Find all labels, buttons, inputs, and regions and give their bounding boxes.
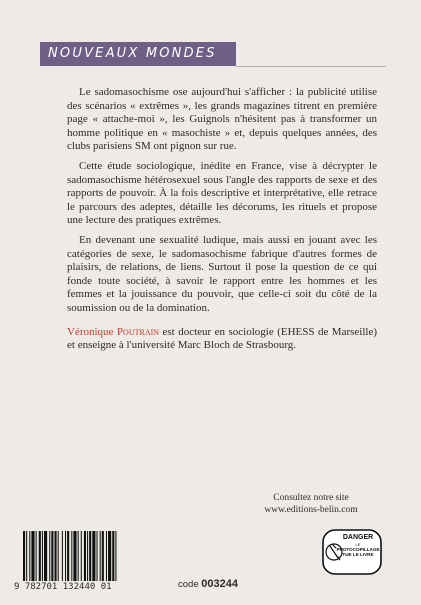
barcode-bar: [71, 531, 72, 581]
barcode-icon: [21, 531, 161, 583]
author-first-name: Véronique: [67, 325, 114, 338]
barcode-bar: [44, 531, 47, 581]
blurb: [67, 86, 377, 359]
blurb-paragraph-3: En devenant une sexualité ludique, mais aussi en jouant avec les catégories de sexe, le sadomasochisme fabrique d'autres formes de plaisirs, de relations, de liens. Surtout il pose la question de ce qui fonde toute société, à savoir le rapport entre les hommes et les femmes et la jouissance du pouvoir, que celle-ci soit du côté de la soumission ou de la domination.: [67, 233, 377, 314]
barcode-bar: [39, 531, 41, 581]
publisher-site-label: Consultez notre site: [273, 493, 349, 503]
series-rule: [236, 66, 386, 67]
series-title: NOUVEAUX MONDES: [48, 46, 217, 61]
barcode-bar: [36, 531, 37, 581]
product-code: [178, 578, 238, 590]
author-last-name: Poutrain: [116, 325, 160, 338]
barcode-bar: [26, 531, 27, 581]
barcode-bar: [55, 531, 57, 581]
isbn-digits: 9 782701 132440 01: [14, 582, 112, 592]
barcode-bar: [112, 531, 114, 581]
barcode-bar: [81, 531, 82, 581]
barcode-bar: [49, 531, 50, 581]
danger-sub: LE: [355, 542, 361, 547]
danger-title: DANGER: [342, 534, 374, 541]
product-code-prefix: code: [178, 579, 199, 590]
danger-line-3: PHOTOCOPILLAGE: [336, 547, 380, 552]
barcode-bar: [73, 531, 76, 581]
barcode-bar: [97, 531, 98, 581]
barcode-bar: [84, 531, 86, 581]
blurb-paragraph-1: Le sadomasochisme ose aujourd'hui s'afficher : la publicité utilise des scénarios « extrêmes », les grands magazines titrent en première page « attache-moi », les Guignols n'hésitent pas à transformer un homme politique en « masochiste » et, depuis quelques années, des clubs parisiens SM ont pignon sur rue.: [67, 86, 377, 153]
barcode-bar: [106, 531, 107, 581]
barcode-bar: [58, 531, 59, 581]
barcode-bar: [67, 531, 69, 581]
author-note: [67, 326, 377, 353]
series-title-band: [40, 42, 236, 66]
author-bio: est docteur en sociologie (EHESS de Marseille) et enseigne à l'université Marc Bloch de Strasbourg.: [67, 325, 378, 352]
barcode-bar: [23, 531, 25, 581]
barcode-bar: [100, 531, 101, 581]
barcode-bar: [78, 531, 79, 581]
author-name: [67, 326, 159, 338]
barcode-bar: [42, 531, 43, 581]
barcode-bar: [108, 531, 111, 581]
publisher-site: [241, 492, 381, 516]
barcode-bar: [29, 531, 30, 581]
barcode-bar: [115, 531, 116, 581]
barcode-bar: [102, 531, 104, 581]
blurb-paragraph-2: Cette étude sociologique, inédite en France, vise à décrypter le sadomasochisme hétérosexuel sous l'angle des rapports de sexe et des rapports de pouvoir. À la fois descriptive et interprétative, elle retrace le parcours des adeptes, détaille les décorums, les rituels et propose une lecture des pratiques extrêmes.: [67, 159, 377, 227]
barcode-bar: [89, 531, 91, 581]
publisher-site-url: www.editions-belin.com: [264, 505, 358, 515]
danger-badge-text: [336, 534, 380, 558]
product-code-value: 003244: [201, 578, 238, 590]
barcode-bar: [62, 531, 63, 581]
barcode-bar: [65, 531, 66, 581]
barcode-bar: [31, 531, 34, 581]
barcode-bar: [51, 531, 53, 581]
barcode-bar: [92, 531, 95, 581]
barcode-bar: [87, 531, 88, 581]
danger-line-4: TUE LE LIVRE: [342, 552, 374, 558]
